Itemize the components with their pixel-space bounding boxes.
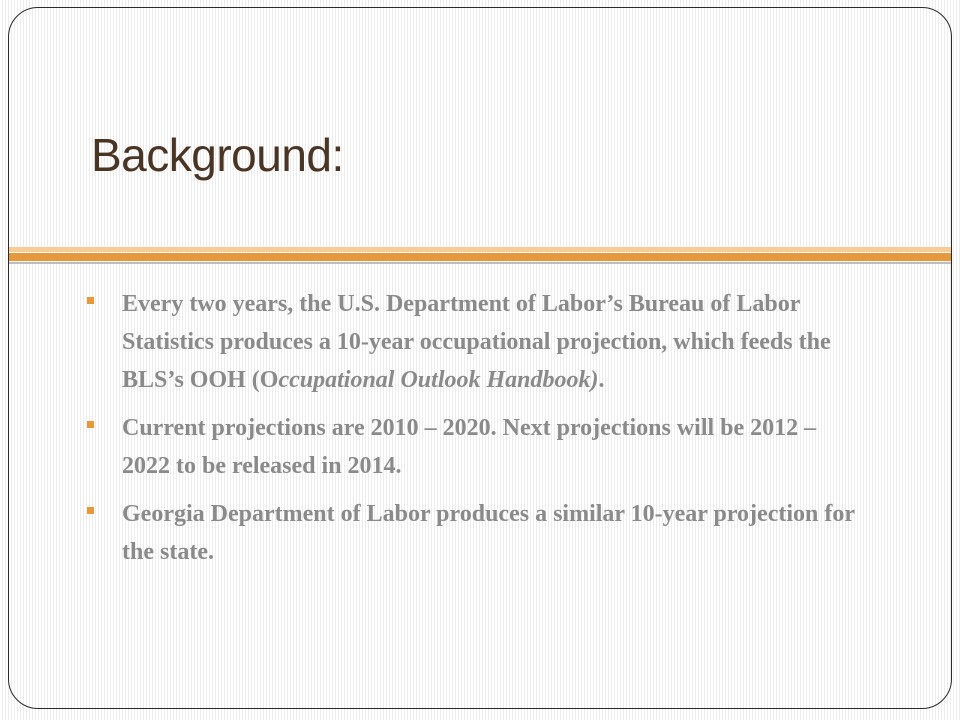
square-bullet-icon bbox=[87, 507, 94, 514]
bullet-text-end: . bbox=[598, 367, 605, 393]
title-divider-light bbox=[9, 247, 951, 252]
square-bullet-icon bbox=[87, 421, 94, 428]
bullet-text: Every two years, the U.S. Department of Labor’s Bureau of Labor Statistics produces a 10-year occupational projection, which feeds the BLS’s OOH (O bbox=[122, 291, 831, 393]
bullet-item-current-projections bbox=[86, 409, 866, 485]
slide-title: Background: bbox=[91, 129, 344, 181]
square-bullet-icon bbox=[87, 297, 94, 304]
bullet-item-georgia bbox=[86, 495, 866, 571]
bullet-italic-text: ccupational Outlook Handbook) bbox=[278, 367, 599, 393]
title-divider-accent bbox=[9, 253, 951, 261]
bullet-list bbox=[86, 285, 866, 581]
bullet-text: Georgia Department of Labor produces a similar 10-year projection for the state. bbox=[122, 501, 855, 565]
title-divider-shadow bbox=[9, 262, 951, 264]
bullet-item-bls bbox=[86, 285, 866, 399]
bullet-text: Current projections are 2010 – 2020. Next projections will be 2012 – 2022 to be released in 2014. bbox=[122, 415, 817, 479]
